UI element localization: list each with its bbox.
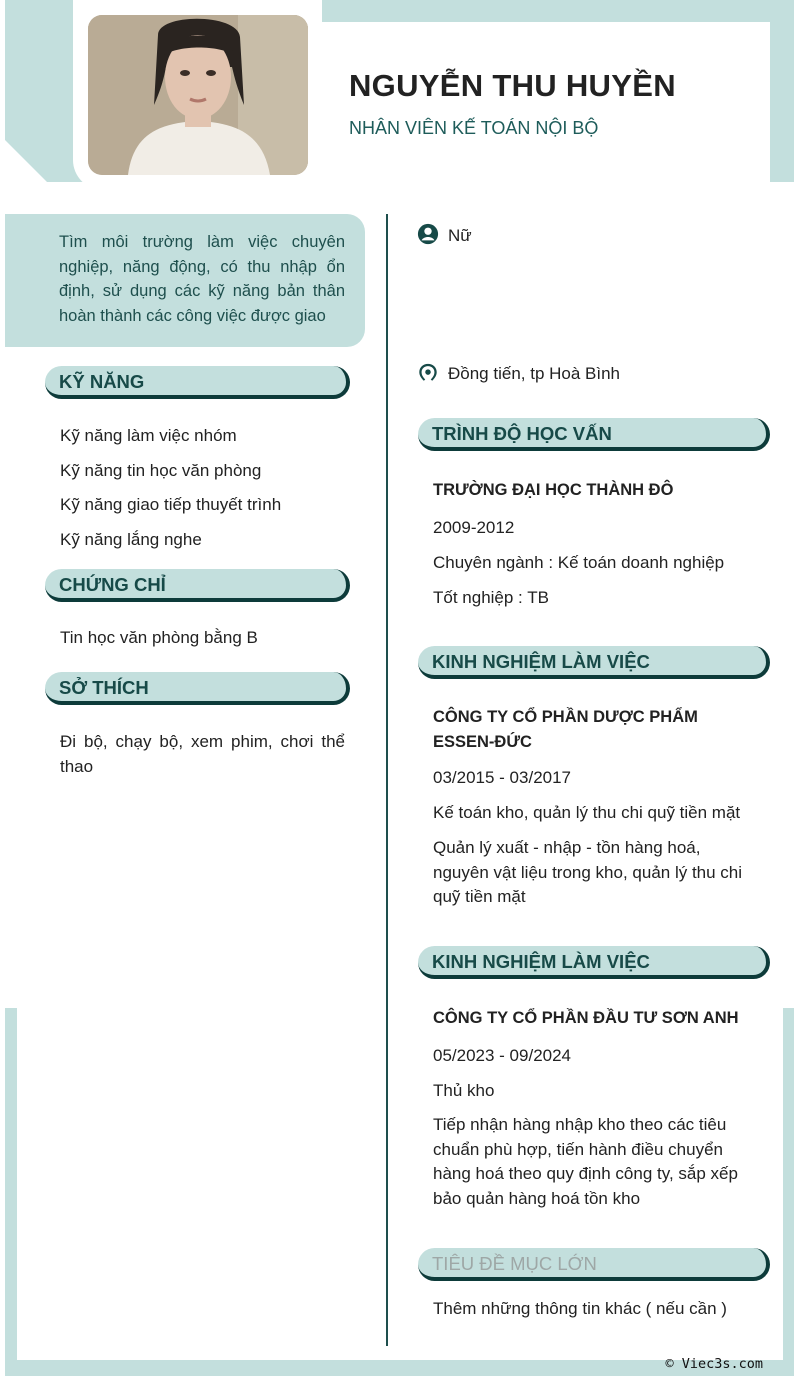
certificate-item: Tin học văn phòng bằng B — [60, 628, 258, 647]
address-value: Đồng tiến, tp Hoà Bình — [448, 364, 621, 383]
experience-heading: KINH NGHIỆM LÀM VIỆC — [418, 946, 770, 979]
hobbies-text: Đi bộ, chạy bộ, xem phim, chơi thể thao — [60, 732, 345, 776]
column-divider — [386, 214, 388, 1346]
footer-band-right — [783, 1008, 794, 1376]
experience-description: Quản lý xuất - nhập - tồn hàng hoá, nguyên vật liệu trong kho, quản lý thu chi quỹ tiền mặt — [433, 838, 743, 906]
company-name: CÔNG TY CỔ PHẦN DƯỢC PHẨM ESSEN-ĐỨC — [433, 708, 698, 751]
skill-item: Kỹ năng tin học văn phòng — [60, 461, 262, 480]
footer-credit: © Viec3s.com — [665, 1356, 763, 1372]
education-grade: Tốt nghiệp : TB — [433, 588, 549, 607]
education-major: Chuyên ngành : Kế toán doanh nghiệp — [433, 553, 725, 572]
candidate-name: NGUYỄN THU HUYỀN — [349, 68, 676, 103]
skill-item: Kỹ năng giao tiếp thuyết trình — [60, 495, 282, 514]
footer-band-left — [5, 1008, 17, 1376]
career-objective: Tìm môi trường làm việc chuyên nghiệp, năng động, có thu nhập ổn định, sử dụng các kỹ năng bản thân hoàn thành các công việc được giao — [5, 214, 365, 347]
header-band-top — [316, 0, 794, 22]
extra-text: Thêm những thông tin khác ( nếu cần ) — [433, 1299, 727, 1318]
skills-heading: KỸ NĂNG — [45, 366, 350, 399]
header-corner — [5, 140, 47, 182]
user-circle-icon — [417, 223, 439, 245]
experience-role: Thủ kho — [433, 1081, 495, 1100]
gender-value: Nữ — [448, 226, 472, 245]
job-title: NHÂN VIÊN KẾ TOÁN NỘI BỘ — [349, 118, 599, 138]
experience-period: 03/2015 - 03/2017 — [433, 768, 572, 787]
school-name: TRƯỜNG ĐẠI HỌC THÀNH ĐÔ — [433, 481, 674, 499]
education-period: 2009-2012 — [433, 518, 515, 537]
location-pin-icon — [417, 362, 439, 384]
experience-heading: KINH NGHIỆM LÀM VIỆC — [418, 646, 770, 679]
profile-photo — [88, 15, 308, 175]
hobbies-heading: SỞ THÍCH — [45, 672, 350, 705]
experience-period: 05/2023 - 09/2024 — [433, 1046, 572, 1065]
experience-role: Kế toán kho, quản lý thu chi quỹ tiền mặt — [433, 803, 741, 822]
education-heading: TRÌNH ĐỘ HỌC VẤN — [418, 418, 770, 451]
extra-heading: TIÊU ĐỀ MỤC LỚN — [418, 1248, 770, 1281]
skill-item: Kỹ năng làm việc nhóm — [60, 426, 237, 445]
experience-description: Tiếp nhận hàng nhập kho theo các tiêu chuẩn phù hợp, tiến hành điều chuyển hàng hoá theo quy định công ty, sắp xếp bảo quản hàng hoá tồn kho — [433, 1115, 738, 1208]
certificates-heading: CHỨNG CHỈ — [45, 569, 350, 602]
company-name: CÔNG TY CỔ PHẦN ĐẦU TƯ SƠN ANH — [433, 1009, 739, 1027]
header-band-right — [770, 0, 794, 182]
skill-item: Kỹ năng lắng nghe — [60, 530, 202, 549]
